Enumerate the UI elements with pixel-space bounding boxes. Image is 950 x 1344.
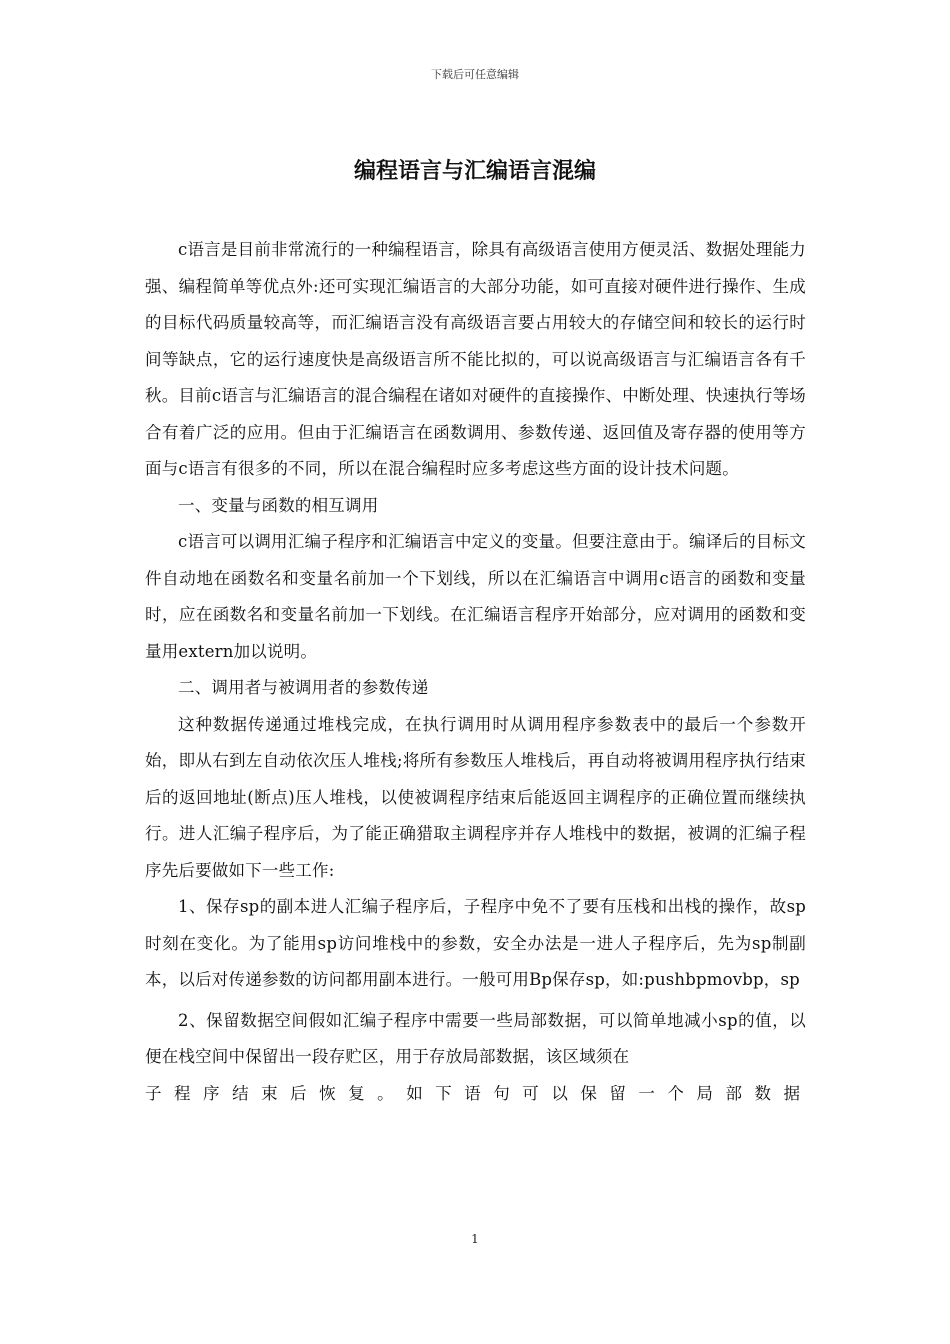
paragraph-parameter-passing: 这种数据传递通过堆栈完成，在执行调用时从调用程序参数表中的最后一个参数开始，即从右到左自动依次压人堆栈;将所有参数压人堆栈后，再自动将被调用程序执行结束后的返回地址(断点)压人堆栈，以使被调程序结束后能返回主调程序的正确位置而继续执行。进人汇编子程序后，为了能正确猎取主调程序并存人堆栈中的数据，被调的汇编子程序先后要做如下一些工作: — [145, 714, 806, 880]
page-number: 1 — [471, 1232, 479, 1246]
paragraph-step-2 — [145, 1003, 806, 1113]
paragraph-variables-functions: c语言可以调用汇编子程序和汇编语言中定义的变量。但要注意由于。编译后的目标文件自动地在函数名和变量名前加一个下划线，所以在汇编语言中调用c语言的函数和变量时，应在函数名和变量名前加一下划线。在汇编语言程序开始部分，应对调用的函数和变量用extern加以说明。 — [145, 532, 806, 661]
paragraph-intro: c语言是目前非常流行的一种编程语言，除具有高级语言使用方便灵活、数据处理能力强、编程简单等优点外:还可实现汇编语言的大部分功能，如可直接对硬件进行操作、生成的目标代码质量较高等，而汇编语言没有高级语言要占用较大的存储空间和较长的运行时间等缺点，它的运行速度快是高级语言所不能比拟的，可以说高级语言与汇编语言各有千秋。目前c语言与汇编语言的混合编程在诸如对硬件的直接操作、中断处理、快速执行等场合有着广泛的应用。但由于汇编语言在函数调用、参数传递、返回值及寄存器的使用等方面与c语言有很多的不同，所以在混合编程时应多考虑这些方面的设计技术问题。 — [145, 240, 806, 478]
paragraph-step-1: 1、保存sp的副本进人汇编子程序后，子程序中免不了要有压栈和出栈的操作，故sp时刻在变化。为了能用sp访问堆栈中的参数，安全办法是一进人子程序后，先为sp制副本，以后对传递参数的访问都用副本进行。一般可用Bp保存sp，如:pushbpmovbp，sp — [145, 897, 806, 989]
section-heading-1: 一、变量与函数的相互调用 — [178, 495, 379, 515]
section-heading-2: 二、调用者与被调用者的参数传递 — [178, 678, 429, 697]
document-body — [145, 232, 806, 1112]
paragraph-step-2-text: 2、保留数据空间假如汇编子程序中需要一些局部数据，可以简单地减小sp的值，以便在栈空间中保留出一段存贮区，用于存放局部数据，该区域须在 — [145, 1010, 806, 1066]
header-note: 下载后可任意编辑 — [431, 68, 519, 81]
document-title: 编程语言与汇编语言混编 — [353, 159, 596, 184]
paragraph-step-2-last-line: 子程序结束后恢复。如下语句可以保留一个局部数据 — [145, 1083, 806, 1103]
